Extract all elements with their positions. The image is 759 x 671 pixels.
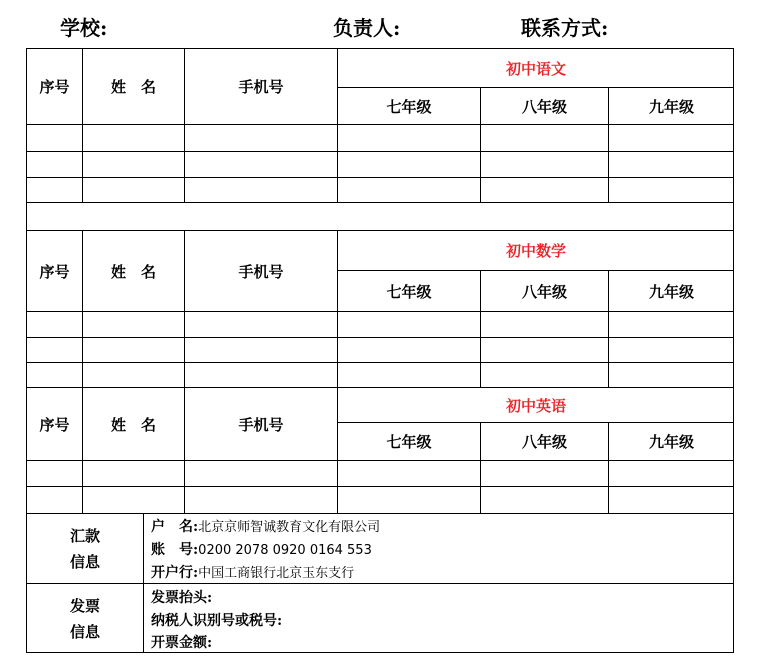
remittance-label xyxy=(27,514,143,583)
invoice-label xyxy=(27,584,143,653)
account-name-label: 户 名: xyxy=(151,519,199,535)
principal-label: 负责人: xyxy=(333,16,401,40)
col-grade7-header: 七年级 xyxy=(386,97,432,116)
rule xyxy=(143,513,144,653)
rule xyxy=(27,311,734,312)
col-phone-header: 手机号 xyxy=(238,415,284,434)
registration-table xyxy=(26,48,734,653)
col-grade7-header: 七年级 xyxy=(386,433,432,451)
invoice-amount-label: 开票金额: xyxy=(151,635,213,651)
col-grade9-header: 九年级 xyxy=(648,282,694,301)
invoice-title-label: 发票抬头: xyxy=(151,590,213,606)
rule xyxy=(27,202,734,203)
account-no-row xyxy=(151,539,372,559)
col-seq-header: 序号 xyxy=(39,415,70,434)
col-grade8-header: 八年级 xyxy=(521,282,567,301)
col-grade9-header: 九年级 xyxy=(648,433,694,451)
bank-label: 开户行: xyxy=(151,565,199,581)
col-grade8-header: 八年级 xyxy=(521,433,567,451)
invoice-amount-row xyxy=(151,632,212,652)
account-no-label: 账 号: xyxy=(151,542,199,558)
invoice-title-row xyxy=(151,587,212,607)
col-phone-header: 手机号 xyxy=(238,78,284,96)
account-name-row xyxy=(151,516,380,536)
col-grade8-header: 八年级 xyxy=(521,97,567,116)
rule xyxy=(27,337,734,338)
invoice-label-line2: 信息 xyxy=(69,622,100,641)
remittance-label-line1: 汇款 xyxy=(69,526,100,545)
subject-title-english: 初中英语 xyxy=(505,396,566,415)
col-seq-header: 序号 xyxy=(39,78,70,96)
col-name-header: 姓 名 xyxy=(110,78,156,96)
bank-row xyxy=(151,562,354,582)
remittance-label-line2: 信息 xyxy=(69,552,100,571)
rule xyxy=(27,460,734,461)
rule xyxy=(27,151,734,152)
tax-id-row xyxy=(151,610,282,630)
tax-id-label: 纳税人识别号或税号: xyxy=(151,613,283,629)
col-phone-header: 手机号 xyxy=(238,262,284,281)
invoice-label-line1: 发票 xyxy=(69,596,100,615)
subject-title-chinese: 初中语文 xyxy=(505,59,566,78)
rule xyxy=(27,177,734,178)
rule xyxy=(27,362,734,363)
school-label: 学校: xyxy=(60,16,108,40)
contact-label: 联系方式: xyxy=(521,16,609,40)
col-name-header: 姓 名 xyxy=(110,262,156,281)
account-no-value: 0200 2078 0920 0164 553 xyxy=(198,543,372,558)
col-grade7-header: 七年级 xyxy=(386,282,432,301)
col-seq-header: 序号 xyxy=(39,262,70,281)
col-grade9-header: 九年级 xyxy=(648,97,694,116)
bank-value: 中国工商银行北京玉东支行 xyxy=(198,566,355,581)
rule xyxy=(27,124,734,125)
account-name-value: 北京京师智诚教育文化有限公司 xyxy=(198,520,381,535)
subject-title-math: 初中数学 xyxy=(505,242,566,260)
col-name-header: 姓 名 xyxy=(110,415,156,434)
rule xyxy=(27,486,734,487)
